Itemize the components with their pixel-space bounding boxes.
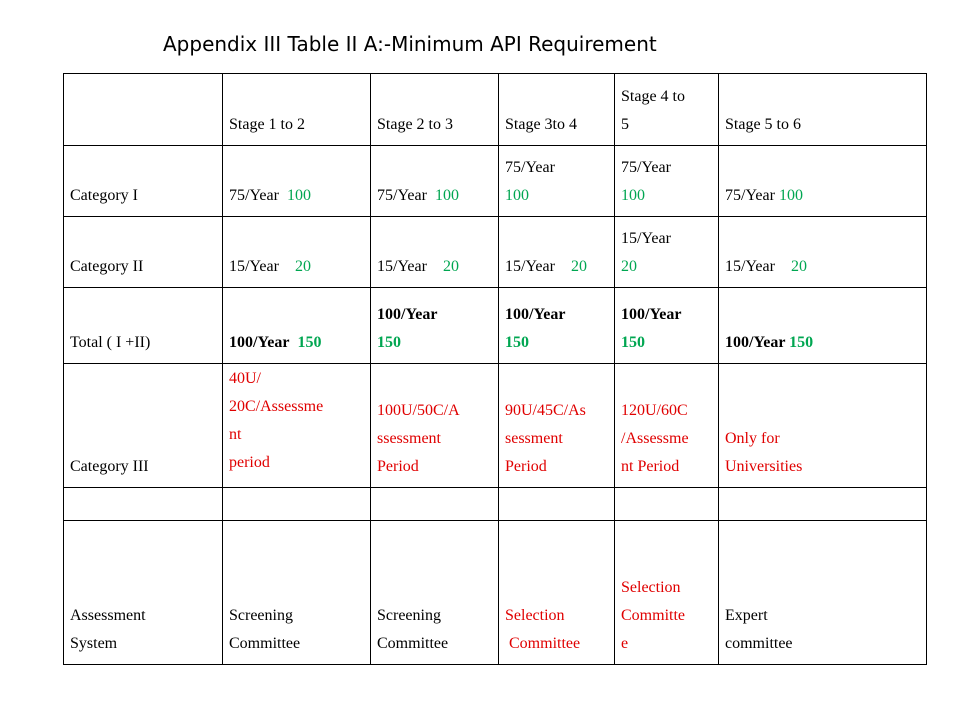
assessment-stage-4-cell [615,521,719,665]
score-value: 20 [442,258,459,275]
total-stage-3-cell [499,288,615,364]
api-requirement-table [63,73,927,665]
category-3-stage-3-line-2: sessment [505,430,563,447]
category-2-label: Category II [64,217,223,288]
score-value: 150 [505,334,529,351]
header-row [64,74,927,146]
score-value: 100 [286,187,311,204]
category-3-stage-3-line-3: Period [505,458,547,475]
rate-value: 15/Year [621,230,671,247]
rate-value: 75/Year [621,159,671,176]
category-3-stage-2-line-2: ssessment [377,430,441,447]
rate-value: 15/Year [377,258,427,275]
category-3-stage-3-line-1: 90U/45C/As [505,402,586,419]
header-stage-2-to-3: Stage 2 to 3 [371,74,499,146]
rate-value: 15/Year [505,258,555,275]
score-value: 20 [294,258,311,275]
assessment-stage-1-cell [223,521,371,665]
category-2-stage-3-cell [499,217,615,288]
assessment-stage-3-line-1: Selection [505,607,565,624]
assessment-stage-1-line-1: Screening [229,607,293,624]
category-3-label: Category III [64,364,223,488]
rate-value: 100/Year [725,334,786,351]
assessment-label [64,521,223,665]
category-3-stage-2-line-3: Period [377,458,419,475]
score-value: 100 [778,187,803,204]
rate-value: 15/Year [725,258,775,275]
category-3-stage-1-line-1: 40U/ [229,370,261,387]
category-1-stage-1-cell [223,146,371,217]
category-1-row [64,146,927,217]
score-value: 20 [570,258,587,275]
score-value: 100 [621,187,645,204]
total-stage-1-cell [223,288,371,364]
category-3-stage-2-line-1: 100U/50C/A [377,402,460,419]
assessment-label-line-2: System [70,635,118,652]
score-value: 20 [621,258,637,275]
category-3-row [64,364,927,488]
score-value: 100 [505,187,529,204]
empty-cell [64,488,223,521]
total-row [64,288,927,364]
spacer-row [64,488,927,521]
category-1-stage-5-cell [719,146,927,217]
score-value: 150 [377,334,401,351]
category-1-stage-2-cell [371,146,499,217]
category-2-row [64,217,927,288]
assessment-stage-4-line-1: Selection [621,579,681,596]
empty-cell [615,488,719,521]
assessment-stage-5-line-1: Expert [725,607,768,624]
assessment-stage-3-line-2: Committee [505,635,581,652]
header-stage-5-to-6: Stage 5 to 6 [719,74,927,146]
assessment-row [64,521,927,665]
category-2-stage-5-cell [719,217,927,288]
assessment-stage-4-line-3: e [621,635,629,652]
total-label: Total ( I +II) [64,288,223,364]
assessment-stage-3-cell [499,521,615,665]
assessment-stage-1-line-2: Committee [229,635,301,652]
category-1-stage-4-cell [615,146,719,217]
score-value: 100 [434,187,459,204]
score-value: 150 [297,334,322,351]
category-1-stage-3-cell [499,146,615,217]
category-3-stage-1-line-3: nt [229,426,242,443]
header-stage-4-to-5 [615,74,719,146]
empty-cell [371,488,499,521]
category-3-stage-4-line-2: /Assessme [621,430,689,447]
category-3-stage-1-cell [223,364,371,488]
category-2-stage-2-cell [371,217,499,288]
rate-value: 100/Year [229,334,290,351]
rate-value: 75/Year [505,159,555,176]
category-3-stage-4-cell [615,364,719,488]
empty-cell [719,488,927,521]
assessment-stage-5-cell [719,521,927,665]
rate-value: 15/Year [229,258,279,275]
rate-value: 75/Year [725,187,775,204]
total-stage-4-cell [615,288,719,364]
page-title: Appendix III Table II A:-Minimum API Requirement [163,32,657,56]
score-value: 20 [790,258,807,275]
empty-cell [223,488,371,521]
assessment-stage-2-cell [371,521,499,665]
header-empty-cell [64,74,223,146]
rate-value: 100/Year [505,306,566,323]
empty-cell [499,488,615,521]
total-stage-2-cell [371,288,499,364]
category-2-stage-4-cell [615,217,719,288]
category-3-stage-2-cell [371,364,499,488]
assessment-label-line-1: Assessment [70,607,146,624]
rate-value: 100/Year [377,306,438,323]
category-3-stage-5-cell [719,364,927,488]
category-3-stage-4-line-3: nt Period [621,458,680,475]
assessment-stage-2-line-1: Screening [377,607,441,624]
total-stage-5-cell [719,288,927,364]
category-3-stage-5-line-1: Only for [725,430,780,447]
rate-value: 100/Year [621,306,682,323]
header-stage-4-to-5-line-2: 5 [621,116,629,133]
category-3-stage-1-line-2: 20C/Assessme [229,398,324,415]
rate-value: 75/Year [377,187,427,204]
category-3-stage-4-line-1: 120U/60C [621,402,688,419]
header-stage-4-to-5-line-1: Stage 4 to [621,88,685,105]
header-stage-3-to-4: Stage 3to 4 [499,74,615,146]
category-3-stage-1-line-4: period [229,454,270,471]
category-3-stage-3-cell [499,364,615,488]
assessment-stage-5-line-2: committee [725,635,793,652]
score-value: 150 [789,334,814,351]
category-1-label: Category I [64,146,223,217]
category-3-stage-5-line-2: Universities [725,458,803,475]
score-value: 150 [621,334,645,351]
category-2-stage-1-cell [223,217,371,288]
assessment-stage-4-line-2: Committe [621,607,685,624]
assessment-stage-2-line-2: Committee [377,635,449,652]
header-stage-1-to-2: Stage 1 to 2 [223,74,371,146]
rate-value: 75/Year [229,187,279,204]
